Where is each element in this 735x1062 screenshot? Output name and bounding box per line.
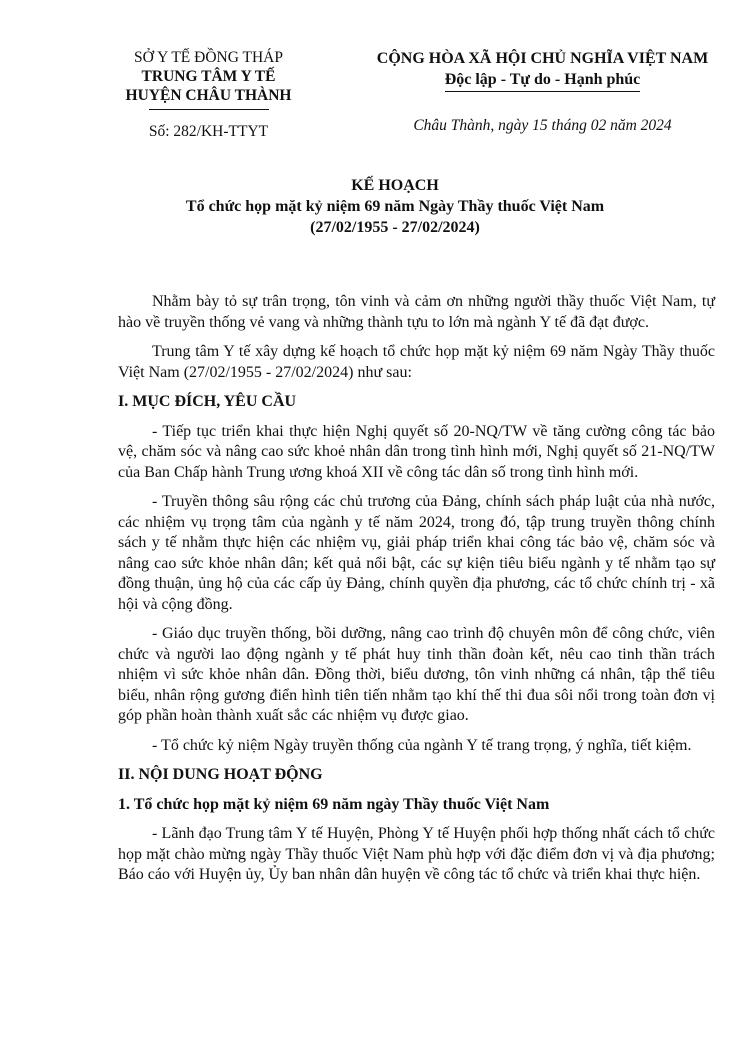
activity-paragraph: - Lãnh đạo Trung tâm Y tế Huyện, Phòng Y tế Huyện phối hợp thống nhất cách tổ chức họp mặt chào mừng ngày Thầy thuốc Việt Nam phù hợp với đặc điểm đơn vị và địa phương; Báo cáo với Huyện ủy, Ủy ban nhân dân huyện về công tác tổ chức và triển khai thực hiện. — [118, 825, 715, 883]
agency-name-line2: HUYỆN CHÂU THÀNH — [125, 87, 292, 104]
parent-agency: SỞ Y TẾ ĐỒNG THÁP — [134, 49, 283, 66]
document-date-range: (27/02/1955 - 27/02/2024) — [310, 219, 480, 236]
agency-underline — [149, 109, 269, 110]
purpose-paragraph: - Tiếp tục triển khai thực hiện Nghị quyết số 20-NQ/TW về tăng cường công tác bảo vệ, chăm sóc và nâng cao sức khoẻ nhân dân trong tình hình mới, Nghị quyết số 21-NQ/TW của Ban Chấp hành Trung ương khoá XII về công tác dân số trong tình hình mới. — [118, 422, 715, 481]
purpose-paragraph: - Tổ chức kỷ niệm Ngày truyền thống của ngành Y tế trang trọng, ý nghĩa, tiết kiệm. — [152, 736, 692, 754]
section-heading-activities: II. NỘI DUNG HOẠT ĐỘNG — [118, 766, 323, 783]
purpose-paragraph: - Giáo dục truyền thống, bồi dưỡng, nâng cao trình độ chuyên môn để công chức, viên chức và người lao động ngành y tế phát huy tinh thần đoàn kết, nêu cao tinh thần trách nhiệm vì sức khỏe nhân dân. Đồng thời, biểu dương, tôn vinh những cá nhân, tập thể tiêu biểu, nhân rộng gương điển hình tiên tiến nhằm tạo khí thế thi đua sôi nổi trong toàn đơn vị góp phần hoàn thành xuất sắc các nhiệm vụ được giao. — [118, 625, 715, 724]
document-subject: Tổ chức họp mặt kỷ niệm 69 năm Ngày Thầy thuốc Việt Nam — [185, 198, 605, 215]
issuing-agency-block — [96, 48, 321, 141]
agency-name-line1: TRUNG TÂM Y TẾ — [141, 68, 276, 85]
document-type: KẾ HOẠCH — [351, 177, 439, 194]
document-body — [118, 292, 715, 895]
section-heading-purpose: I. MỤC ĐÍCH, YÊU CẦU — [118, 393, 297, 410]
document-number: Số: 282/KH-TTYT — [148, 123, 269, 140]
intro-paragraph: Trung tâm Y tế xây dựng kế hoạch tổ chức họp mặt kỷ niệm 69 năm Ngày Thầy thuốc Việt Nam (27/02/1955 - 27/02/2024) như sau: — [118, 343, 715, 381]
place-and-date: Châu Thành, ngày 15 tháng 02 năm 2024 — [413, 117, 672, 134]
national-heading-block — [355, 48, 730, 136]
intro-paragraph: Nhằm bày tỏ sự trân trọng, tôn vinh và cảm ơn những người thầy thuốc Việt Nam, tự hào về truyền thống vẻ vang và những thành tựu to lớn mà ngành Y tế đã đạt được. — [118, 293, 715, 331]
document-title — [60, 175, 730, 238]
purpose-paragraph: - Truyền thông sâu rộng các chủ trương của Đảng, chính sách pháp luật của nhà nước, các nhiệm vụ trọng tâm của ngành y tế năm 2024, trong đó, tập trung truyền thông chính sách y tế nhằm thực hiện các nhiệm vụ, giải pháp triển khai công tác bảo vệ, chăm sóc và nâng cao sức khỏe nhân dân; kết quả nổi bật, các sự kiện tiêu biểu ngành y tế nhằm tạo sự đồng thuận, ủng hộ của các cấp ủy Đảng, chính quyền địa phương, các tổ chức chính trị - xã hội và cộng đồng. — [118, 493, 715, 613]
national-motto: Độc lập - Tự do - Hạnh phúc — [445, 69, 641, 92]
nation-name: CỘNG HÒA XÃ HỘI CHỦ NGHĨA VIỆT NAM — [376, 50, 709, 67]
subsection-heading-meeting: 1. Tổ chức họp mặt kỷ niệm 69 năm ngày Thầy thuốc Việt Nam — [118, 795, 550, 813]
